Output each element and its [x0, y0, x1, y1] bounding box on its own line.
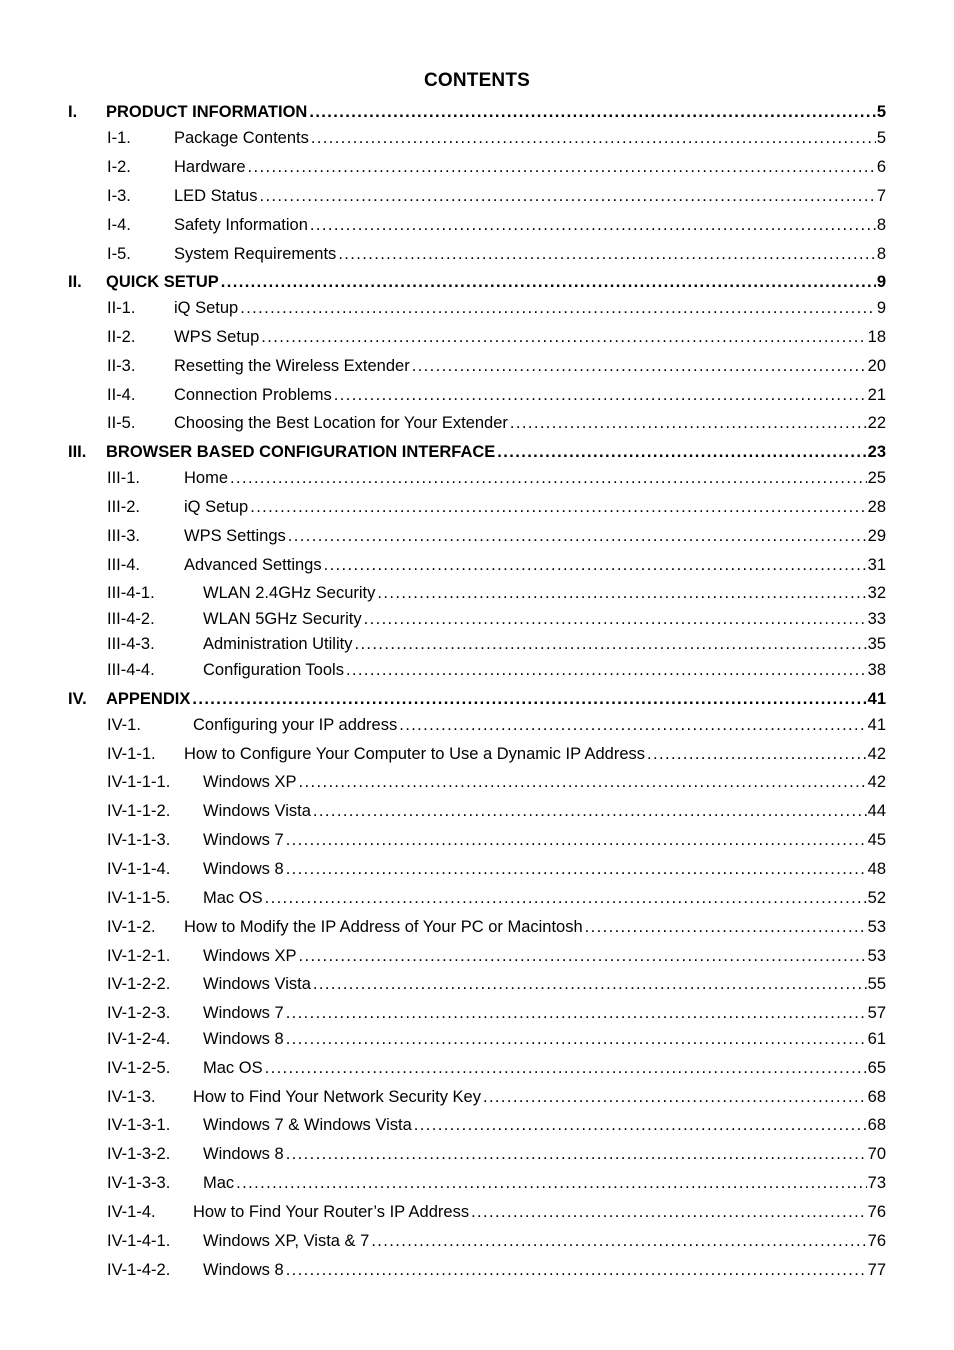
dot-leader	[286, 1143, 867, 1165]
toc-entry-page: 8	[876, 216, 886, 234]
toc-entry-title: How to Find Your Network Security Key	[193, 1088, 481, 1106]
toc-entry[interactable]	[0, 714, 954, 736]
toc-entry-number: IV-1-3-3.	[107, 1174, 171, 1192]
toc-entry-number: III-4-4.	[107, 661, 155, 679]
dot-leader	[311, 127, 876, 149]
dot-leader	[324, 554, 867, 576]
dot-leader	[286, 1002, 867, 1024]
toc-entry-number: IV-1-4-1.	[107, 1232, 171, 1250]
toc-entry-title: Safety Information	[174, 216, 308, 234]
toc-entry-page: 53	[867, 947, 886, 965]
dot-leader	[412, 355, 867, 377]
toc-entry-number: II-3.	[107, 357, 136, 375]
toc-entry[interactable]	[0, 1057, 954, 1079]
toc-entry-number: III-2.	[107, 498, 141, 516]
toc-entry-page: 7	[876, 187, 886, 205]
toc-entry-number: IV-1-2-3.	[107, 1004, 171, 1022]
dot-leader	[236, 1172, 866, 1194]
toc-entry-number: IV-1.	[107, 716, 141, 734]
toc-entry[interactable]	[0, 608, 954, 630]
dot-leader	[299, 945, 867, 967]
toc-entry-title: WPS Settings	[184, 527, 286, 545]
toc-entry-title: Resetting the Wireless Extender	[174, 357, 410, 375]
toc-entry[interactable]	[0, 355, 954, 377]
dot-leader	[364, 608, 867, 630]
toc-entry-number: IV-1-1-3.	[107, 831, 171, 849]
toc-entry[interactable]	[0, 633, 954, 655]
toc-entry-title: Mac OS	[203, 1059, 263, 1077]
toc-entry[interactable]	[0, 1172, 954, 1194]
toc-entry[interactable]	[0, 1086, 954, 1108]
toc-entry-page: 41	[867, 690, 886, 708]
dot-leader	[346, 659, 867, 681]
toc-entry-title: APPENDIX	[106, 690, 191, 708]
toc-entry-page: 6	[876, 158, 886, 176]
toc-entry-page: 42	[867, 773, 886, 791]
toc-entry-title: How to Modify the IP Address of Your PC or Macintosh	[184, 918, 583, 936]
dot-leader	[265, 887, 867, 909]
toc-entry-page: 65	[867, 1059, 886, 1077]
toc-entry-number: IV-1-2-4.	[107, 1030, 171, 1048]
toc-entry-title: System Requirements	[174, 245, 337, 263]
toc-entry-page: 5	[876, 129, 886, 147]
dot-leader	[377, 582, 866, 604]
toc-entry-page: 22	[867, 414, 886, 432]
toc-entry-page: 48	[867, 860, 886, 878]
toc-entry[interactable]	[0, 1114, 954, 1136]
toc-entry[interactable]	[0, 743, 954, 765]
toc-entry-page: 68	[867, 1116, 886, 1134]
toc-entry-page: 9	[876, 299, 886, 317]
toc-entry[interactable]	[0, 185, 954, 207]
toc-entry-page: 21	[867, 386, 886, 404]
toc-entry[interactable]	[0, 858, 954, 880]
toc-entry-page: 29	[867, 527, 886, 545]
dot-leader	[265, 1057, 867, 1079]
toc-entry[interactable]	[0, 326, 954, 348]
toc-entry-page: 5	[876, 103, 886, 121]
toc-entry-number: IV-1-2-1.	[107, 947, 171, 965]
toc-entry-page: 77	[867, 1261, 886, 1279]
dot-leader	[309, 101, 875, 123]
toc-entry[interactable]	[0, 412, 954, 434]
toc-entry-page: 70	[867, 1145, 886, 1163]
toc-entry[interactable]	[0, 829, 954, 851]
dot-leader	[510, 412, 867, 434]
dot-leader	[286, 1259, 867, 1281]
dot-leader	[313, 973, 867, 995]
dot-leader	[414, 1114, 867, 1136]
toc-entry[interactable]	[0, 525, 954, 547]
toc-entry-title: QUICK SETUP	[106, 273, 219, 291]
dot-leader	[288, 525, 867, 547]
toc-entry[interactable]	[0, 800, 954, 822]
toc-entry-number: IV-1-3-2.	[107, 1145, 171, 1163]
toc-entry-number: III.	[68, 443, 87, 461]
toc-entry[interactable]	[0, 688, 954, 710]
dot-leader	[310, 214, 876, 236]
toc-entry-page: 32	[867, 584, 886, 602]
toc-entry[interactable]	[0, 1230, 954, 1252]
toc-entry-title: Windows 8	[203, 1030, 284, 1048]
dot-leader	[313, 800, 867, 822]
toc-entry-number: IV-1-4.	[107, 1203, 156, 1221]
dot-leader	[497, 441, 866, 463]
toc-entry-title: How to Configure Your Computer to Use a Dynamic IP Address	[184, 745, 646, 763]
toc-entry-title: Windows Vista	[203, 802, 311, 820]
toc-entry[interactable]	[0, 554, 954, 576]
toc-entry-title: WPS Setup	[174, 328, 260, 346]
toc-entry-number: II-4.	[107, 386, 136, 404]
dot-leader	[221, 271, 876, 293]
toc-entry-title: Windows XP	[203, 773, 297, 791]
toc-entry-number: IV-1-1-4.	[107, 860, 171, 878]
toc-entry[interactable]	[0, 582, 954, 604]
toc-entry[interactable]	[0, 1002, 954, 1024]
dot-leader	[248, 156, 876, 178]
toc-entry-title: Choosing the Best Location for Your Extender	[174, 414, 508, 432]
toc-entry-number: II-5.	[107, 414, 136, 432]
toc-entry-page: 76	[867, 1232, 886, 1250]
toc-entry-number: II-2.	[107, 328, 136, 346]
toc-entry-page: 9	[876, 273, 886, 291]
toc-entry-number: I-3.	[107, 187, 131, 205]
toc-entry-title: Configuration Tools	[203, 661, 344, 679]
dot-leader	[471, 1201, 867, 1223]
toc-entry[interactable]	[0, 945, 954, 967]
toc-entry-number: IV-1-1-2.	[107, 802, 171, 820]
toc-entry-page: 28	[867, 498, 886, 516]
toc-entry-page: 20	[867, 357, 886, 375]
toc-entry-title: Mac	[203, 1174, 235, 1192]
toc-entry-number: I.	[68, 103, 78, 121]
toc-entry-title: Configuring your IP address	[193, 716, 398, 734]
toc-entry[interactable]	[0, 243, 954, 265]
toc-entry-page: 61	[867, 1030, 886, 1048]
toc-entry-number: IV-1-3.	[107, 1088, 156, 1106]
toc-entry-number: IV-1-1.	[107, 745, 156, 763]
toc-entry-title: How to Find Your Router’s IP Address	[193, 1203, 470, 1221]
toc-entry-title: iQ Setup	[174, 299, 239, 317]
toc-entry-title: Windows 8	[203, 1145, 284, 1163]
toc-entry-title: Windows 8	[203, 1261, 284, 1279]
dot-leader	[286, 1028, 867, 1050]
toc-entry-number: III-4-1.	[107, 584, 155, 602]
toc-entry[interactable]	[0, 156, 954, 178]
dot-leader	[338, 243, 876, 265]
toc-entry-page: 57	[867, 1004, 886, 1022]
toc-entry[interactable]	[0, 1028, 954, 1050]
toc-entry-number: III-4-3.	[107, 635, 155, 653]
toc-entry-number: III-3.	[107, 527, 141, 545]
toc-entry-page: 52	[867, 889, 886, 907]
toc-entry-page: 68	[867, 1088, 886, 1106]
toc-entry[interactable]	[0, 1201, 954, 1223]
toc-entry[interactable]	[0, 887, 954, 909]
toc-entry-number: III-4-2.	[107, 610, 155, 628]
toc-entry-number: IV.	[68, 690, 87, 708]
toc-entry[interactable]	[0, 496, 954, 518]
dot-leader	[286, 829, 867, 851]
dot-leader	[240, 297, 876, 319]
toc-entry-page: 45	[867, 831, 886, 849]
dot-leader	[259, 185, 875, 207]
toc-entry[interactable]	[0, 441, 954, 463]
toc-entry[interactable]	[0, 1143, 954, 1165]
toc-entry-page: 18	[867, 328, 886, 346]
toc-entry-page: 73	[867, 1174, 886, 1192]
toc-entry[interactable]	[0, 467, 954, 489]
toc-entry[interactable]	[0, 771, 954, 793]
toc-entry[interactable]	[0, 659, 954, 681]
toc-entry-title: Windows 7 & Windows Vista	[203, 1116, 412, 1134]
toc-entry-number: IV-1-4-2.	[107, 1261, 171, 1279]
toc-entry[interactable]	[0, 384, 954, 406]
toc-entry-page: 44	[867, 802, 886, 820]
toc-entry-page: 41	[867, 716, 886, 734]
toc-entry-title: Advanced Settings	[184, 556, 322, 574]
toc-entry-page: 53	[867, 918, 886, 936]
toc-entry-number: IV-1-2-5.	[107, 1059, 171, 1077]
toc-entry-page: 25	[867, 469, 886, 487]
toc-entry-number: IV-1-1-5.	[107, 889, 171, 907]
toc-entry-title: Administration Utility	[203, 635, 353, 653]
dot-leader	[261, 326, 866, 348]
toc-entry[interactable]	[0, 127, 954, 149]
toc-entry-page: 55	[867, 975, 886, 993]
toc-entry-number: II-1.	[107, 299, 136, 317]
toc-entry-title: WLAN 5GHz Security	[203, 610, 362, 628]
dot-leader	[250, 496, 866, 518]
toc-entry[interactable]	[0, 1259, 954, 1281]
dot-leader	[299, 771, 867, 793]
dot-leader	[399, 714, 866, 736]
toc-entry-number: III-1.	[107, 469, 141, 487]
toc-entry-title: BROWSER BASED CONFIGURATION INTERFACE	[106, 443, 496, 461]
toc-entry-title: iQ Setup	[184, 498, 249, 516]
toc-entry-number: IV-1-1-1.	[107, 773, 171, 791]
toc-entry-title: Windows 7	[203, 831, 284, 849]
toc-entry[interactable]	[0, 271, 954, 293]
toc-entry[interactable]	[0, 916, 954, 938]
dot-leader	[334, 384, 867, 406]
toc-entry-title: WLAN 2.4GHz Security	[203, 584, 376, 602]
toc-entry-page: 76	[867, 1203, 886, 1221]
dot-leader	[647, 743, 867, 765]
page-title: CONTENTS	[423, 70, 531, 91]
toc-entry-title: PRODUCT INFORMATION	[106, 103, 308, 121]
toc-entry-page: 38	[867, 661, 886, 679]
toc-entry-page: 31	[867, 556, 886, 574]
dot-leader	[230, 467, 867, 489]
toc-entry-number: I-1.	[107, 129, 131, 147]
toc-entry-number: I-5.	[107, 245, 131, 263]
toc-entry[interactable]	[0, 214, 954, 236]
toc-entry-number: IV-1-2.	[107, 918, 156, 936]
toc-entry-title: Windows Vista	[203, 975, 311, 993]
toc-entry-title: Home	[184, 469, 229, 487]
toc-entry-number: I-2.	[107, 158, 131, 176]
dot-leader	[286, 858, 867, 880]
toc-entry-page: 33	[867, 610, 886, 628]
dot-leader	[371, 1230, 866, 1252]
toc-entry-page: 23	[867, 443, 886, 461]
toc-entry-page: 42	[867, 745, 886, 763]
toc-entry-title: Windows 8	[203, 860, 284, 878]
toc-entry-number: II.	[68, 273, 82, 291]
toc-entry-title: Mac OS	[203, 889, 263, 907]
dot-leader	[192, 688, 866, 710]
toc-entry[interactable]	[0, 101, 954, 123]
toc-entry-page: 8	[876, 245, 886, 263]
dot-leader	[483, 1086, 867, 1108]
dot-leader	[354, 633, 866, 655]
toc-entry-number: IV-1-2-2.	[107, 975, 171, 993]
toc-entry[interactable]	[0, 297, 954, 319]
toc-entry-number: III-4.	[107, 556, 141, 574]
dot-leader	[585, 916, 867, 938]
toc-entry-title: Hardware	[174, 158, 246, 176]
toc-entry-title: Windows 7	[203, 1004, 284, 1022]
toc-entry-page: 35	[867, 635, 886, 653]
toc-entry-title: Windows XP	[203, 947, 297, 965]
toc-entry-number: I-4.	[107, 216, 131, 234]
toc-entry-title: Windows XP, Vista & 7	[203, 1232, 370, 1250]
toc-entry-title: Package Contents	[174, 129, 309, 147]
toc-entry-title: Connection Problems	[174, 386, 332, 404]
toc-entry-number: IV-1-3-1.	[107, 1116, 171, 1134]
toc-entry-title: LED Status	[174, 187, 258, 205]
toc-entry[interactable]	[0, 973, 954, 995]
